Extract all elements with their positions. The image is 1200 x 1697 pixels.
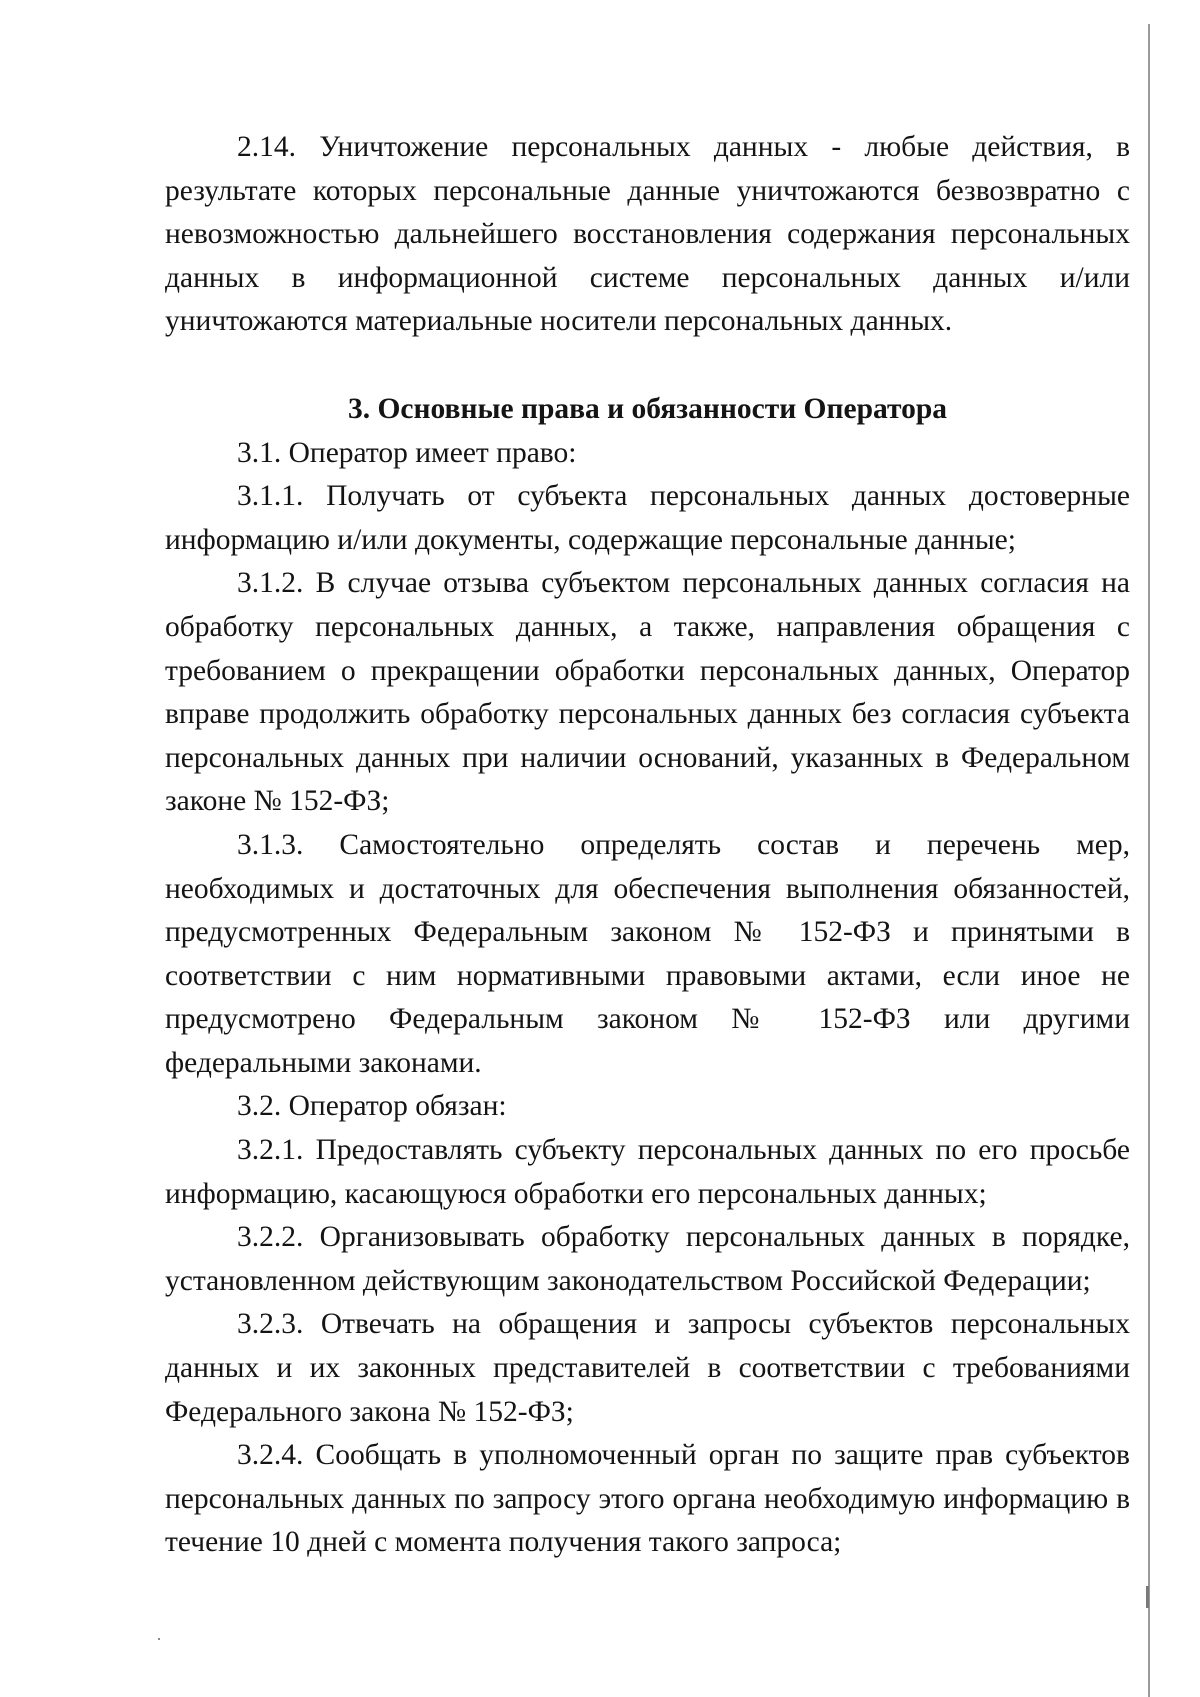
scan-edge-mark xyxy=(1146,1586,1149,1608)
scan-edge-line xyxy=(1148,24,1150,1697)
paragraph-3-1: 3.1. Оператор имеет право: xyxy=(237,436,577,469)
document-body xyxy=(165,126,1130,1565)
paragraph-3-2: 3.2. Оператор обязан: xyxy=(237,1090,507,1123)
section-heading: 3. Основные права и обязанности Оператора xyxy=(347,392,948,425)
paragraph-3-1-2: 3.1.2. В случае отзыва субъектом персональных данных согласия на обработку персональных данных, а также, направления обращения с требованием о прекращении обработки персональных данных, Оператор вправе продолжить обработку персональных данных без согласия субъекта персональных данных при наличии оснований, указанных в Федеральном законе № 152-ФЗ; xyxy=(165,567,1130,818)
paragraph-3-1-1: 3.1.1. Получать от субъекта персональных данных достоверные информацию и/или документы, содержащие персональные данные; xyxy=(165,480,1130,556)
paragraph-3-2-3: 3.2.3. Отвечать на обращения и запросы субъектов персональных данных и их законных представителей в соответствии с требованиями Федерального закона № 152-ФЗ; xyxy=(165,1308,1130,1428)
paragraph-3-1-3: 3.1.3. Самостоятельно определять состав и перечень мер, необходимых и достаточных для обеспечения выполнения обязанностей, предусмотренных Федеральным законом № 152-ФЗ и принятыми в соответствии с ним нормативными правовыми актами, если иное не предусмотрено Федеральным законом № 152-ФЗ или другими федеральными законами. xyxy=(165,828,1130,1079)
paragraph-3-2-2: 3.2.2. Организовывать обработку персональных данных в порядке, установленном действующим законодательством Российской Федерации; xyxy=(165,1221,1130,1297)
paragraph-2-14: 2.14. Уничтожение персональных данных - любые действия, в результате которых персональные данные уничтожаются безвозвратно с невозможностью дальнейшего восстановления содержания персональных данных в информационной системе персональных данных и/или уничтожаются материальные носители персональных данных. xyxy=(165,131,1130,338)
paragraph-3-2-4: 3.2.4. Сообщать в уполномоченный орган по защите прав субъектов персональных данных по запросу этого органа необходимую информацию в течение 10 дней с момента получения такого запроса; xyxy=(165,1439,1130,1559)
scan-speck xyxy=(158,1638,160,1640)
paragraph-3-2-1: 3.2.1. Предоставлять субъекту персональных данных по его просьбе информацию, касающуюся обработки его персональных данных; xyxy=(165,1134,1130,1210)
